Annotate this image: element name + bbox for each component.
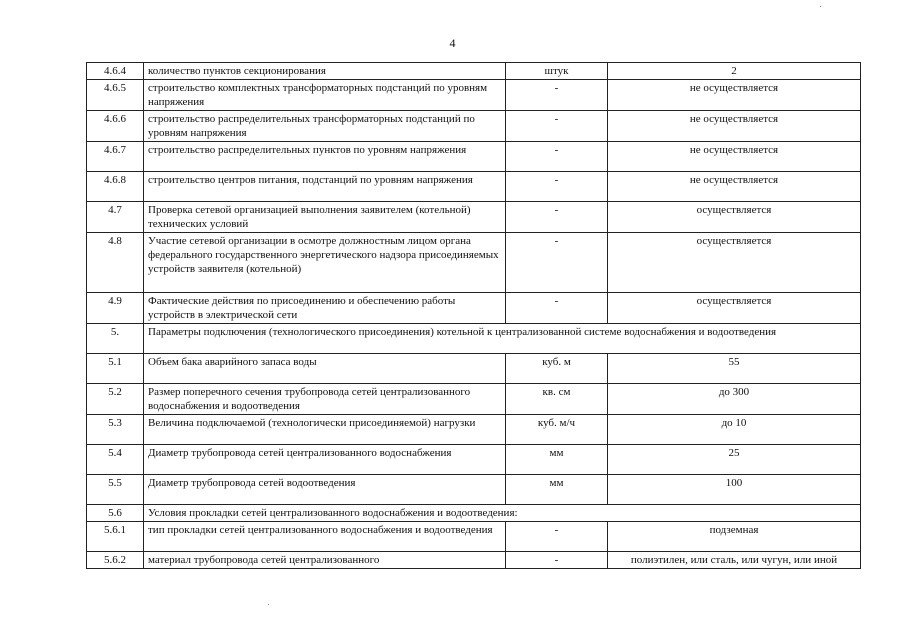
row-unit: - (506, 233, 608, 293)
row-number: 5.6.1 (87, 522, 144, 552)
row-description: Проверка сетевой организацией выполнения заявителем (котельной) технических условий (144, 202, 506, 233)
row-value: полиэтилен, или сталь, или чугун, или иной (608, 552, 861, 569)
row-unit: куб. м/ч (506, 415, 608, 445)
table-row (87, 111, 861, 142)
row-value: осуществляется (608, 293, 861, 324)
row-number: 5.3 (87, 415, 144, 445)
section-row (87, 505, 861, 522)
row-number: 5.4 (87, 445, 144, 475)
table-row (87, 293, 861, 324)
row-number: 4.6.6 (87, 111, 144, 142)
table-row (87, 233, 861, 293)
row-value: до 10 (608, 415, 861, 445)
table-row (87, 63, 861, 80)
row-description: Объем бака аварийного запаса воды (144, 354, 506, 384)
row-number: 4.6.7 (87, 142, 144, 172)
table-row (87, 202, 861, 233)
row-unit: - (506, 142, 608, 172)
row-description: строительство распределительных трансформаторных подстанций по уровням напряжения (144, 111, 506, 142)
row-number: 5.2 (87, 384, 144, 415)
row-unit: - (506, 552, 608, 569)
row-unit: мм (506, 475, 608, 505)
row-value: не осуществляется (608, 172, 861, 202)
row-description: Размер поперечного сечения трубопровода сетей централизованного водоснабжения и водоотведения (144, 384, 506, 415)
table-row (87, 445, 861, 475)
row-value: осуществляется (608, 202, 861, 233)
row-number: 5. (87, 324, 144, 354)
row-number: 4.6.8 (87, 172, 144, 202)
row-value: 55 (608, 354, 861, 384)
row-unit: - (506, 202, 608, 233)
row-value: не осуществляется (608, 111, 861, 142)
row-unit: - (506, 522, 608, 552)
table-row (87, 384, 861, 415)
section-heading: Условия прокладки сетей централизованного водоснабжения и водоотведения: (144, 505, 861, 522)
row-unit: - (506, 172, 608, 202)
table-row (87, 142, 861, 172)
row-description: Фактические действия по присоединению и обеспечению работы устройств в электрической сети (144, 293, 506, 324)
row-value: 100 (608, 475, 861, 505)
table-row (87, 552, 861, 569)
row-unit: штук (506, 63, 608, 80)
row-description: количество пунктов секционирования (144, 63, 506, 80)
table-row (87, 354, 861, 384)
section-heading: Параметры подключения (технологического присоединения) котельной к централизованной системе водоснабжения и водоотведения (144, 324, 861, 354)
row-number: 5.6.2 (87, 552, 144, 569)
row-value: не осуществляется (608, 80, 861, 111)
scan-speck (820, 6, 821, 7)
row-number: 5.1 (87, 354, 144, 384)
row-description: строительство комплектных трансформаторных подстанций по уровням напряжения (144, 80, 506, 111)
row-unit: - (506, 111, 608, 142)
table-row (87, 415, 861, 445)
row-value: не осуществляется (608, 142, 861, 172)
row-description: строительство распределительных пунктов по уровням напряжения (144, 142, 506, 172)
row-number: 4.8 (87, 233, 144, 293)
row-unit: мм (506, 445, 608, 475)
table-row (87, 522, 861, 552)
row-unit: кв. см (506, 384, 608, 415)
row-value: осуществляется (608, 233, 861, 293)
row-unit: куб. м (506, 354, 608, 384)
row-description: тип прокладки сетей централизованного водоснабжения и водоотведения (144, 522, 506, 552)
scan-speck (268, 604, 269, 605)
row-description: строительство центров питания, подстанций по уровням напряжения (144, 172, 506, 202)
section-row (87, 324, 861, 354)
row-description: Величина подключаемой (технологически присоединяемой) нагрузки (144, 415, 506, 445)
table-row (87, 80, 861, 111)
row-unit: - (506, 293, 608, 324)
row-number: 5.5 (87, 475, 144, 505)
parameters-table (86, 62, 861, 569)
row-value: 25 (608, 445, 861, 475)
row-number: 5.6 (87, 505, 144, 522)
row-description: Диаметр трубопровода сетей централизованного водоснабжения (144, 445, 506, 475)
row-description: Диаметр трубопровода сетей водоотведения (144, 475, 506, 505)
table-row (87, 172, 861, 202)
row-value: подземная (608, 522, 861, 552)
table-row (87, 475, 861, 505)
row-value: 2 (608, 63, 861, 80)
row-number: 4.6.5 (87, 80, 144, 111)
row-description: Участие сетевой организации в осмотре должностным лицом органа федерального государственного энергетического надзора присоединяемых устройств заявителя (котельной) (144, 233, 506, 293)
row-value: до 300 (608, 384, 861, 415)
row-unit: - (506, 80, 608, 111)
row-number: 4.6.4 (87, 63, 144, 80)
row-number: 4.9 (87, 293, 144, 324)
row-number: 4.7 (87, 202, 144, 233)
page-number: 4 (449, 36, 456, 50)
row-description: материал трубопровода сетей централизованного (144, 552, 506, 569)
